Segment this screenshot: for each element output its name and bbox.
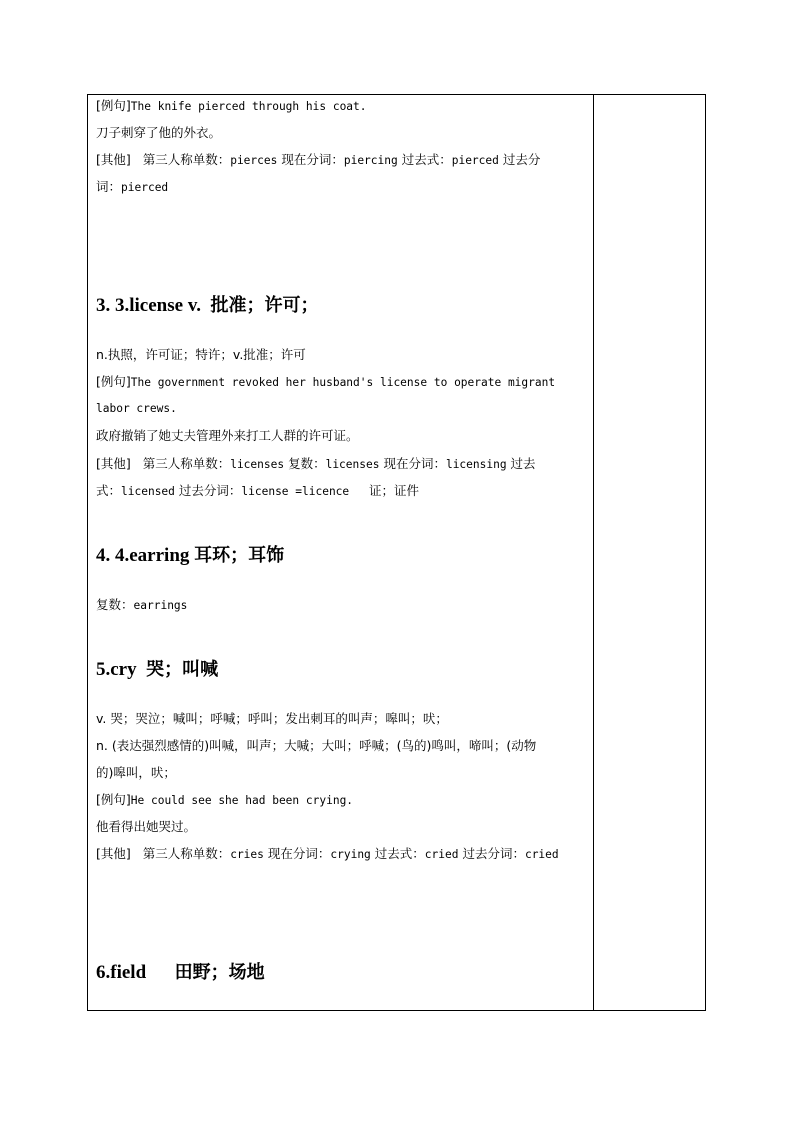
cry-example-cn: 他看得出她哭过。	[96, 819, 197, 834]
column-divider	[593, 95, 594, 1010]
pierce-other-line-1: [其他] 第三人称单数：pierces 现在分词：piercing 过去式：pierced 过去分	[96, 152, 541, 167]
earring-plural: 复数：earrings	[96, 597, 188, 612]
cry-verb-meaning: v. 哭；哭泣；喊叫；呼喊；呼叫；发出刺耳的叫声；嗥叫；吠；	[96, 711, 448, 726]
example-tag: [例句]	[96, 98, 131, 113]
license-meaning: n.执照，许可证；特许；v.批准；许可	[96, 347, 306, 362]
other-tag: [其他]	[96, 456, 131, 471]
cry-other-line: [其他] 第三人称单数：cries 现在分词：crying 过去式：cried 过去分词：cried	[96, 846, 559, 861]
cry-noun-meaning-1: n. (表达强烈感情的)叫喊，叫声；大喊；大叫；呼喊；(鸟的)鸣叫，啼叫；(动物	[96, 738, 537, 753]
example-sentence-en: The knife pierced through his coat.	[130, 100, 367, 113]
cry-heading: 5.cry 哭；叫喊	[96, 659, 219, 680]
vocabulary-table	[87, 94, 706, 1011]
license-other-line-1: [其他] 第三人称单数：licenses 复数：licenses 现在分词：licensing 过去	[96, 456, 536, 471]
other-tag: [其他]	[96, 152, 131, 167]
field-heading: 6.field 田野；场地	[96, 962, 265, 983]
example-tag: [例句]	[96, 792, 131, 807]
license-example-cn: 政府撤销了她丈夫管理外来打工人群的许可证。	[96, 428, 359, 443]
pierce-example-line	[96, 98, 367, 115]
cry-noun-meaning-2: 的)嗥叫，吠；	[96, 765, 176, 780]
other-tag: [其他]	[96, 846, 131, 861]
main-column	[96, 95, 588, 1010]
pierce-other-line-2: 词：pierced	[96, 179, 169, 194]
pierce-example-cn: 刀子刺穿了他的外衣。	[96, 125, 222, 140]
license-heading: 3. 3.license v. 批准；许可；	[96, 295, 319, 316]
earring-heading: 4. 4.earring 耳环；耳饰	[96, 545, 285, 566]
license-other-line-2: 式：licensed 过去分词：license =licence 证；证件	[96, 483, 420, 498]
license-example-line-1: [例句]The government revoked her husband's license to operate migrant	[96, 374, 556, 389]
cry-example-line: [例句]He could see she had been crying.	[96, 792, 354, 807]
license-example-line-2: labor crews.	[96, 402, 177, 415]
example-tag: [例句]	[96, 374, 131, 389]
